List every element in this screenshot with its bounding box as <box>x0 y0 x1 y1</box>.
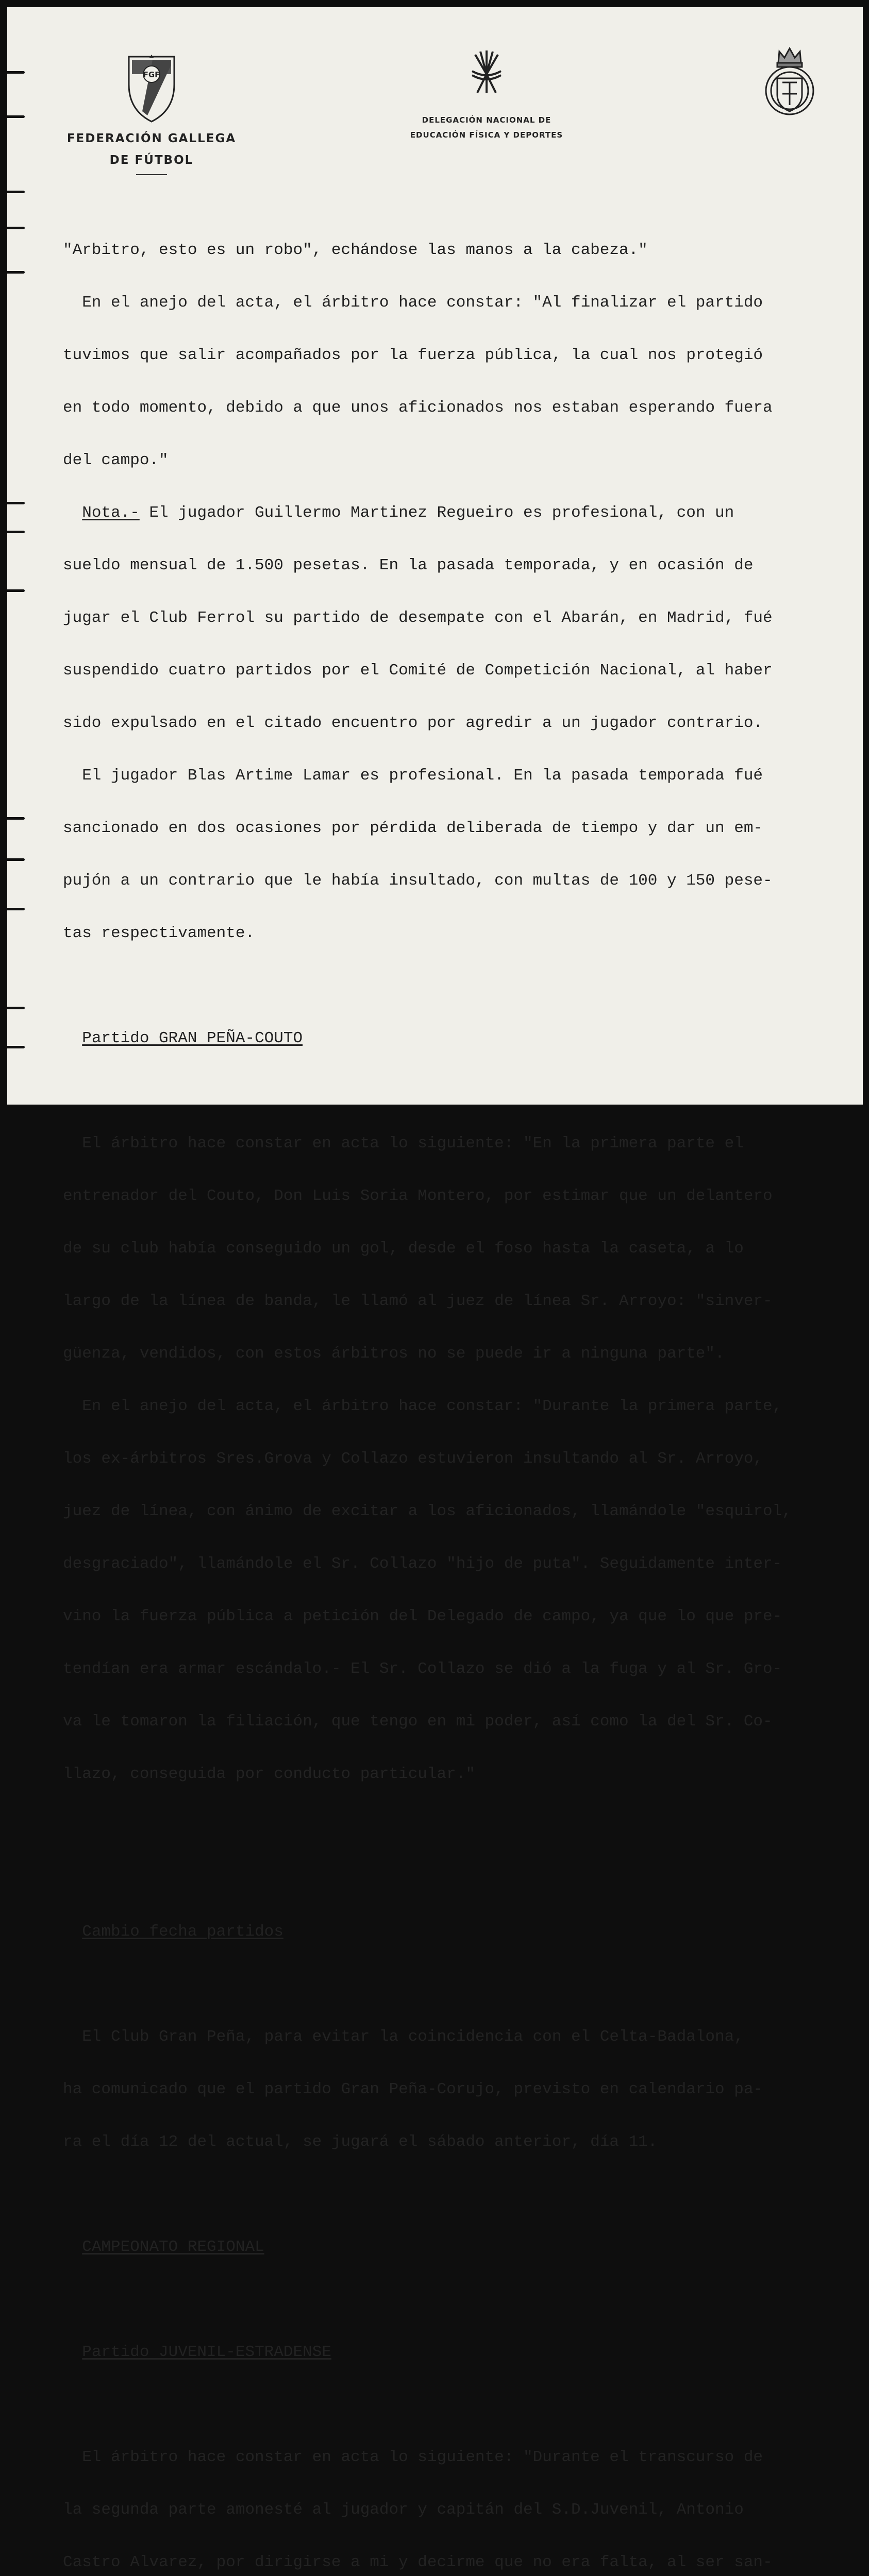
section-heading: CAMPEONATO REGIONAL <box>82 2238 264 2256</box>
section-heading-row <box>63 2344 867 2361</box>
yoke-and-arrows-icon <box>468 48 505 95</box>
text-line: los ex-árbitros Sres.Grova y Collazo estuvieron insultando al Sr. Arroyo, <box>63 1450 763 1468</box>
text-line: En el anejo del acta, el árbitro hace constar: "Durante la primera parte, <box>63 1397 782 1415</box>
delegation-line2: EDUCACIÓN FÍSICA Y DEPORTES <box>410 130 563 140</box>
text-line: llazo, conseguida por conducto particular." <box>63 1765 475 1783</box>
section-heading: Partido JUVENIL-ESTRADENSE <box>82 2343 331 2361</box>
text-line: sueldo mensual de 1.500 pesetas. En la pasada temporada, y en ocasión de <box>63 556 754 574</box>
text-line: "Arbitro, esto es un robo", echándose las manos a la cabeza." <box>63 241 648 259</box>
text-line: En el anejo del acta, el árbitro hace constar: "Al finalizar el partido <box>63 294 763 312</box>
svg-text:FGF: FGF <box>143 70 160 79</box>
section-heading-row <box>63 1030 867 1047</box>
section-heading-row <box>63 1923 867 1941</box>
section-heading: Partido GRAN PEÑA-COUTO <box>82 1029 303 1047</box>
text-line: El árbitro hace constar en acta lo siguiente: "Durante el transcurso de <box>63 2448 763 2466</box>
text-line: del campo." <box>63 451 169 469</box>
text-line: va le tomaron la filiación, que tengo en mi poder, así como la del Sr. Co- <box>63 1713 773 1731</box>
text-line: ra el día 12 del actual, se jugará el sábado anterior, día 11. <box>63 2133 658 2151</box>
delegation-header <box>399 48 574 143</box>
text-line: entrenador del Couto, Don Luis Soria Montero, por estimar que un delantero <box>63 1187 773 1205</box>
text-line: El Club Gran Peña, para evitar la coincidencia con el Celta-Badalona, <box>63 2028 744 2046</box>
text-line: desgraciado", llamándole el Sr. Collazo "hijo de puta". Seguidamente inter- <box>63 1555 782 1573</box>
text-line: la segunda parte amonesté al jugador y capitán del S.D.Juvenil, Antonio <box>63 2501 744 2519</box>
text-line: sido expulsado en el citado encuentro por agredir a un jugador contrario. <box>63 714 763 732</box>
text-line: suspendido cuatro partidos por el Comité de Competición Nacional, al haber <box>63 662 773 680</box>
text-line: vino la fuerza pública a petición del Delegado de campo, ya que lo que pre- <box>63 1607 782 1625</box>
crowned-federation-icon <box>763 45 816 118</box>
text-line: tuvimos que salir acompañados por la fuerza pública, la cual nos protegió <box>63 346 763 364</box>
text-line: juez de línea, con ánimo de excitar a los aficionados, llamándole "esquirol, <box>63 1502 792 1520</box>
shield-emblem-icon <box>127 54 176 124</box>
text-line: El árbitro hace constar en acta lo siguiente: "En la primera parte el <box>63 1134 744 1153</box>
nota-label: Nota.- <box>82 504 140 522</box>
document-body <box>63 207 867 2576</box>
text-line: jugar el Club Ferrol su partido de desempate con el Abarán, en Madrid, fué <box>63 609 773 627</box>
text-line: ha comunicado que el partido Gran Peña-Corujo, previsto en calendario pa- <box>63 2080 763 2098</box>
section-heading-row <box>63 2239 867 2256</box>
delegation-line1: DELEGACIÓN NACIONAL DE <box>422 115 552 125</box>
national-federation-emblem <box>763 45 816 121</box>
nota-text: El jugador Guillermo Martinez Regueiro es profesional, con un <box>139 504 734 522</box>
text-line: sancionado en dos ocasiones por pérdida deliberada de tiempo y dar un em- <box>63 819 763 837</box>
text-line: tas respectivamente. <box>63 924 255 942</box>
federation-name-line1: FEDERACIÓN GALLEGA <box>66 132 237 145</box>
nota-paragraph-start <box>63 504 867 522</box>
text-line: pujón a un contrario que le había insultado, con multas de 100 y 150 pese- <box>63 872 773 890</box>
text-line: tendían era armar escándalo.- El Sr. Collazo se dió a la fuga y al Sr. Gro- <box>63 1660 782 1678</box>
document-page <box>7 7 863 2571</box>
text-line: güenza, vendidos, con estos árbitros no se puede ir a ninguna parte". <box>63 1345 725 1363</box>
section-heading: Cambio fecha partidos <box>82 1923 283 1941</box>
text-line: largo de la línea de banda, le llamó al juez de línea Sr. Arroyo: "sinver- <box>63 1292 773 1310</box>
text-line: Castro Alvarez, por dirigirse a mi y decirme que no era falta, al ser san- <box>63 2553 773 2571</box>
text-line: El jugador Blas Artime Lamar es profesional. En la pasada temporada fué <box>63 767 763 785</box>
text-line: de su club había conseguido un gol, desde el foso hasta la caseta, a lo <box>63 1240 744 1258</box>
text-line: en todo momento, debido a que unos aficionados nos estaban esperando fuera <box>63 399 773 417</box>
header-divider <box>136 174 167 175</box>
federation-name-line2: DE FÚTBOL <box>109 154 194 167</box>
federation-header <box>59 54 244 175</box>
